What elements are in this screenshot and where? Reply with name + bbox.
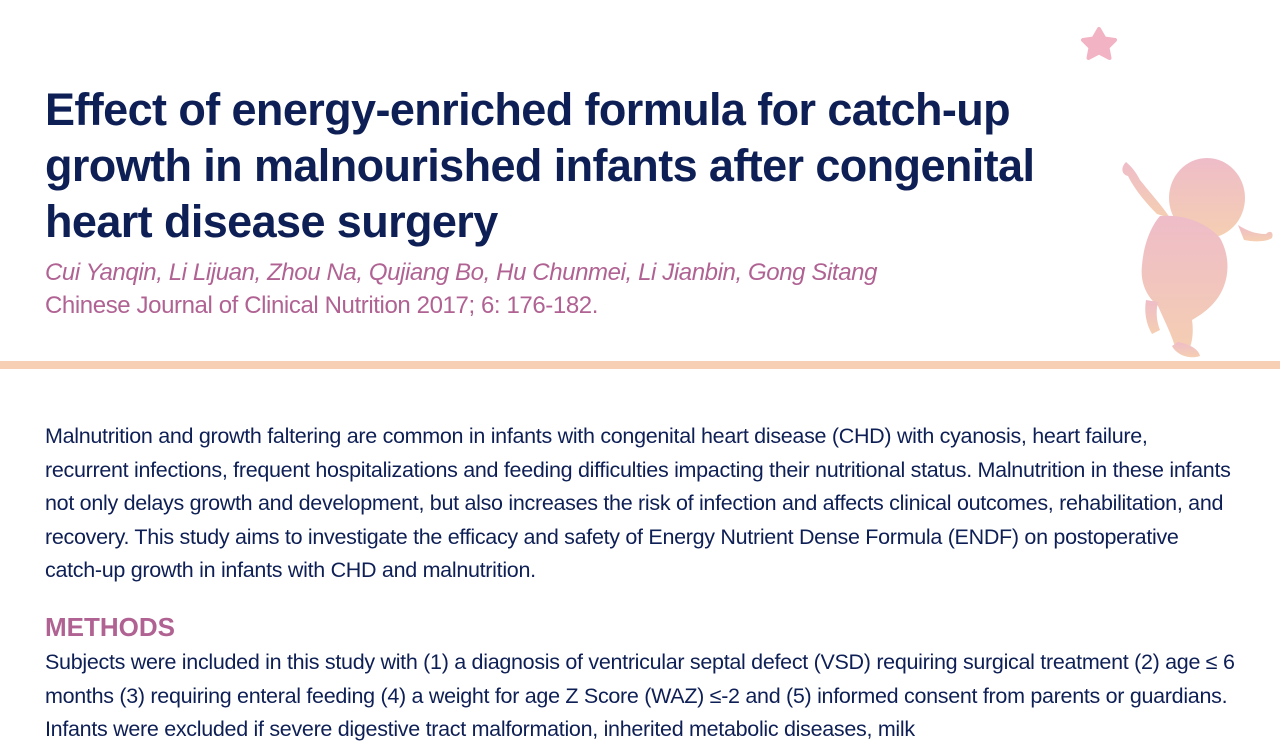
intro-paragraph: Malnutrition and growth faltering are common in infants with congenital heart disease (CHD) with cyanosis, heart failure, recurrent infections, frequent hospitalizations and feeding difficulties impacting their nutritional status. Malnutrition in these infants not only delays growth and development, but also increases the risk of infection and affects clinical outcomes, rehabilitation, and recovery. This study aims to investigate the efficacy and safety of Energy Nutrient Dense Formula (ENDF) on postoperative catch-up growth in infants with CHD and malnutrition. — [45, 424, 1231, 582]
article-citation: Chinese Journal of Clinical Nutrition 2017; 6: 176-182. — [45, 292, 599, 319]
child-silhouette-icon — [1122, 158, 1272, 357]
article-title: Effect of energy-enriched formula for catch-up growth in malnourished infants after congenital heart disease surgery — [45, 84, 1035, 247]
methods-heading: METHODS — [45, 612, 175, 642]
methods-paragraph: Subjects were included in this study with (1) a diagnosis of ventricular septal defect (VSD) requiring surgical treatment (2) age ≤ 6 months (3) requiring enteral feeding (4) a weight for age Z Score (WAZ) ≤-2 and (5) informed consent from parents or guardians. Infants were excluded if severe digestive tract malformation, inherited metabolic diseases, milk — [45, 650, 1235, 741]
article-authors: Cui Yanqin, Li Lijuan, Zhou Na, Qujiang Bo, Hu Chunmei, Li Jianbin, Gong Sitang — [45, 259, 878, 286]
star-icon — [1083, 29, 1115, 58]
article-header — [0, 0, 1280, 360]
section-divider — [0, 361, 1280, 369]
header-illustration — [1060, 20, 1280, 370]
